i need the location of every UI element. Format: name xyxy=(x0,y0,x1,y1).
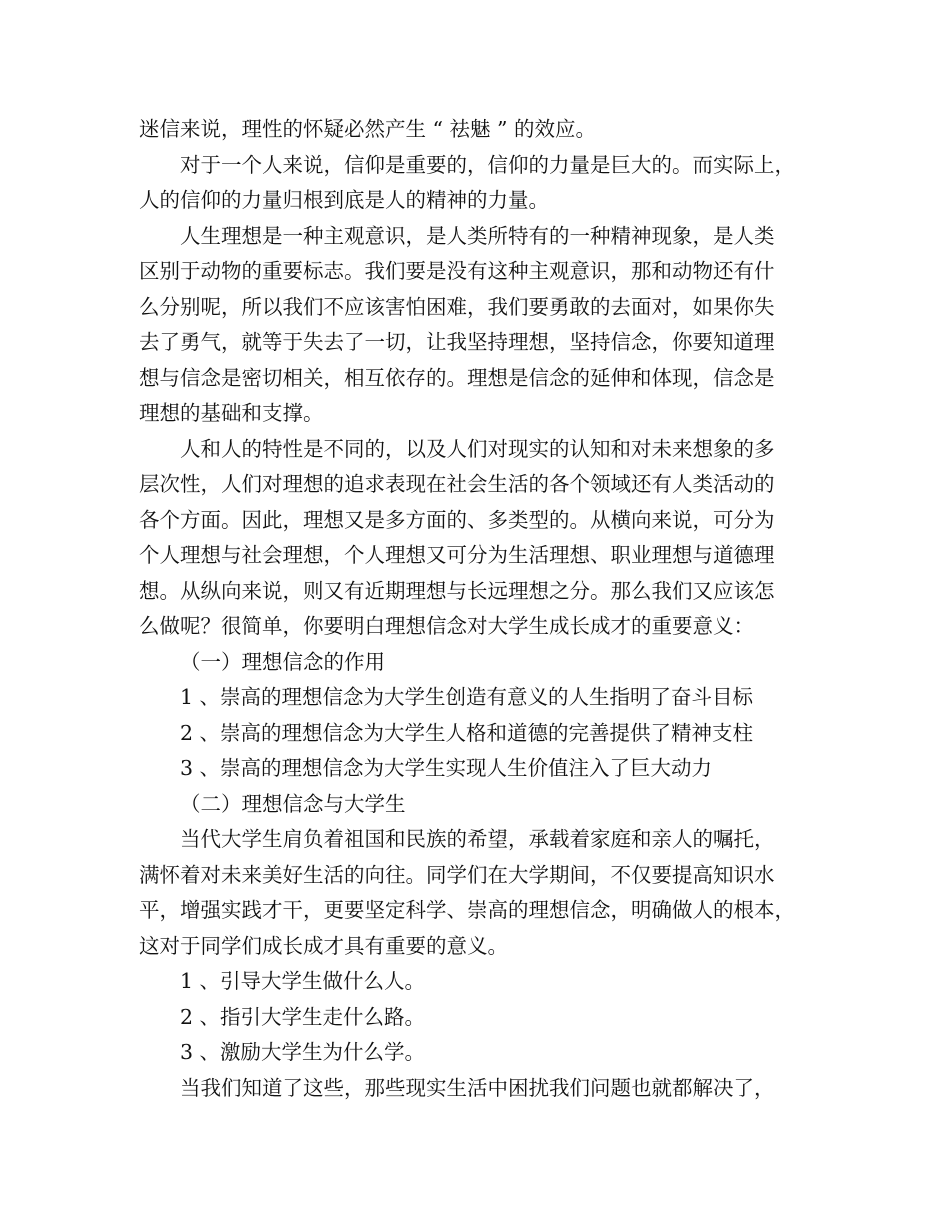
text-line: 去了勇气，就等于失去了一切，让我坚持理想，坚持信念，你要知道理 xyxy=(139,330,775,354)
text-line: 当我们知道了这些，那些现实生活中困扰我们问题也就都解决了， xyxy=(180,1075,775,1100)
text-line: 区别于动物的重要标志。我们要是没有这种主观意识，那和动物还有什 xyxy=(139,259,775,283)
text-line: 人和人的特性是不同的，以及人们对现实的认知和对未来想象的多 xyxy=(180,436,775,461)
text-line: 对于一个人来说，信仰是重要的，信仰的力量是巨大的。而实际上， xyxy=(180,152,795,177)
text-line: 么分别呢，所以我们不应该害怕困难，我们要勇敢的去面对，如果你失 xyxy=(139,294,775,319)
text-line: 层次性，人们对理想的追求表现在社会生活的各个领域还有人类活动的 xyxy=(139,472,775,496)
list-item: 3 、激励大学生为什么学。 xyxy=(180,1040,426,1064)
list-item: 1 、引导大学生做什么人。 xyxy=(180,969,426,993)
text-line: 想。从纵向来说，则又有近期理想与长远理想之分。那么我们又应该怎 xyxy=(139,578,775,603)
list-item: 3 、崇高的理想信念为大学生实现人生价值注入了巨大动力 xyxy=(180,756,713,780)
text-line: 么做呢？很简单，你要明白理想信念对大学生成长成才的重要意义： xyxy=(139,614,754,638)
text-line: 各个方面。因此，理想又是多方面的、多类型的。从横向来说，可分为 xyxy=(139,507,775,532)
section-heading: （一）理想信念的作用 xyxy=(180,649,385,674)
text-line: 满怀着对未来美好生活的向往。同学们在大学期间，不仅要提高知识水 xyxy=(139,862,775,887)
section-heading: （二）理想信念与大学生 xyxy=(180,791,406,816)
text-line: 人生理想是一种主观意识，是人类所特有的一种精神现象，是人类 xyxy=(180,223,775,248)
list-item: 2 、崇高的理想信念为大学生人格和道德的完善提供了精神支柱 xyxy=(180,720,754,745)
text-line: 理想的基础和支撑。 xyxy=(139,401,324,425)
document-body xyxy=(139,112,839,1106)
text-line: 想与信念是密切相关，相互依存的。理想是信念的延伸和体现，信念是 xyxy=(139,365,775,390)
list-item: 2 、指引大学生走什么路。 xyxy=(180,1004,426,1029)
text-line: 个人理想与社会理想，个人理想又可分为生活理想、职业理想与道德理 xyxy=(139,543,775,567)
text-line: 平，增强实践才干，更要坚定科学、崇高的理想信念，明确做人的根本， xyxy=(139,898,795,922)
text-line: 迷信来说，理性的怀疑必然产生 “ 祛魅 ” 的效应。 xyxy=(139,117,597,141)
text-line: 当代大学生肩负着祖国和民族的希望，承载着家庭和亲人的嘱托， xyxy=(180,827,775,851)
text-line: 这对于同学们成长成才具有重要的意义。 xyxy=(139,933,508,958)
text-line: 人的信仰的力量归根到底是人的精神的力量。 xyxy=(139,188,549,212)
list-item: 1 、崇高的理想信念为大学生创造有意义的人生指明了奋斗目标 xyxy=(180,685,754,709)
